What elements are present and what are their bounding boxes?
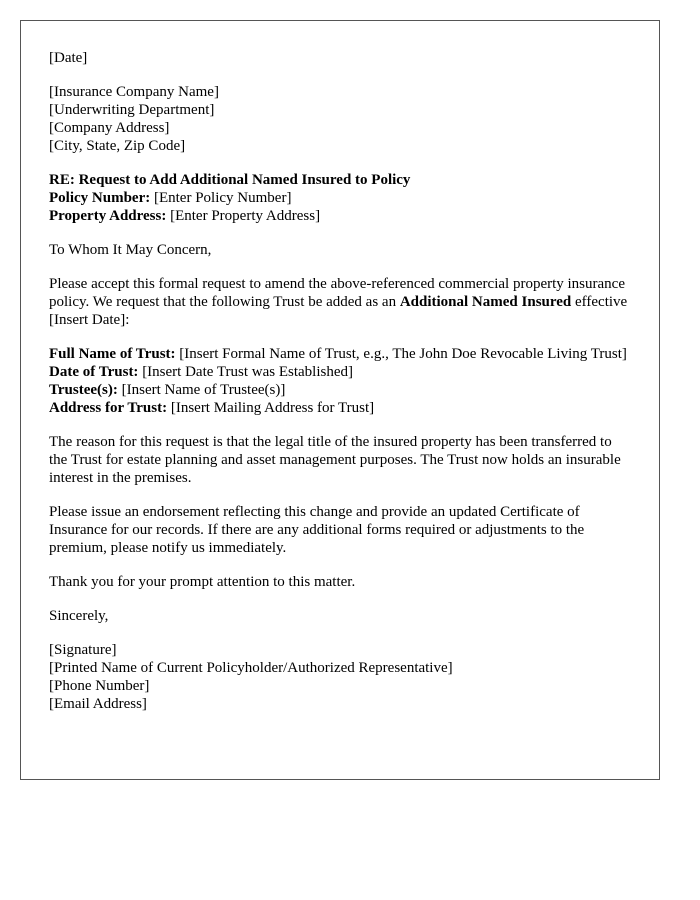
policy-number-line [49,189,631,207]
printed-name: [Printed Name of Current Policyholder/Authorized Representative] [49,660,453,676]
closing-block [49,607,631,625]
property-address-line [49,207,631,225]
policy-number-value: [Enter Policy Number] [153,190,292,206]
subject-line [49,171,631,189]
trust-date-label: Date of Trust: [49,364,139,380]
trust-address-label: Address for Trust: [49,400,168,416]
salutation: To Whom It May Concern, [49,242,212,258]
trustees-line [49,381,631,399]
date-block [49,49,631,67]
intro-text-after: effective [Insert Date]: [49,294,628,328]
recipient-company: [Insurance Company Name] [49,84,219,100]
trust-date-line [49,363,631,381]
signature-block [49,641,631,713]
trust-name-value: [Insert Formal Name of Trust, e.g., The John Doe Revocable Living Trust] [179,346,627,362]
property-address-label: Property Address: [49,208,167,224]
recipient-address-block [49,83,631,155]
signature-placeholder: [Signature] [49,642,117,658]
recipient-address: [Company Address] [49,120,170,136]
property-address-value: [Enter Property Address] [170,208,321,224]
endorsement-text: Please issue an endorsement reflecting this change and provide an updated Certificate of Insurance for our records. If there are any additional forms required or adjustments to the premium, please notify us immediately. [49,504,585,556]
endorsement-paragraph [49,503,631,557]
thanks-paragraph [49,573,631,591]
policy-number-label: Policy Number: [49,190,151,206]
trust-name-label: Full Name of Trust: [49,346,176,362]
salutation-block [49,241,631,259]
subject-block [49,171,631,225]
closing-text: Sincerely, [49,608,109,624]
email-address: [Email Address] [49,696,147,712]
intro-bold-term: Additional Named Insured [399,294,572,310]
recipient-department: [Underwriting Department] [49,102,215,118]
trust-details-block [49,345,631,417]
trust-address-value: [Insert Mailing Address for Trust] [170,400,375,416]
intro-text [49,275,631,329]
subject-re: RE: Request to Add Additional Named Insured to Policy [49,172,411,188]
trust-name-line [49,345,631,363]
intro-paragraph [49,275,631,329]
trust-date-value: [Insert Date Trust was Established] [142,364,353,380]
thanks-text: Thank you for your prompt attention to this matter. [49,574,356,590]
trustees-label: Trustee(s): [49,382,118,398]
trust-address-line [49,399,631,417]
recipient-city-state-zip: [City, State, Zip Code] [49,138,186,154]
reason-text: The reason for this request is that the legal title of the insured property has been transferred to the Trust for estate planning and asset management purposes. The Trust now holds an insurable interest in the premises. [49,434,621,486]
phone-number: [Phone Number] [49,678,150,694]
letter-date: [Date] [49,50,88,66]
reason-paragraph [49,433,631,487]
intro-text-before: Please accept this formal request to amend the above-referenced commercial property insurance policy. We request that the following Trust be added as an [49,276,625,310]
letter-document [20,20,660,780]
trustees-value: [Insert Name of Trustee(s)] [121,382,286,398]
